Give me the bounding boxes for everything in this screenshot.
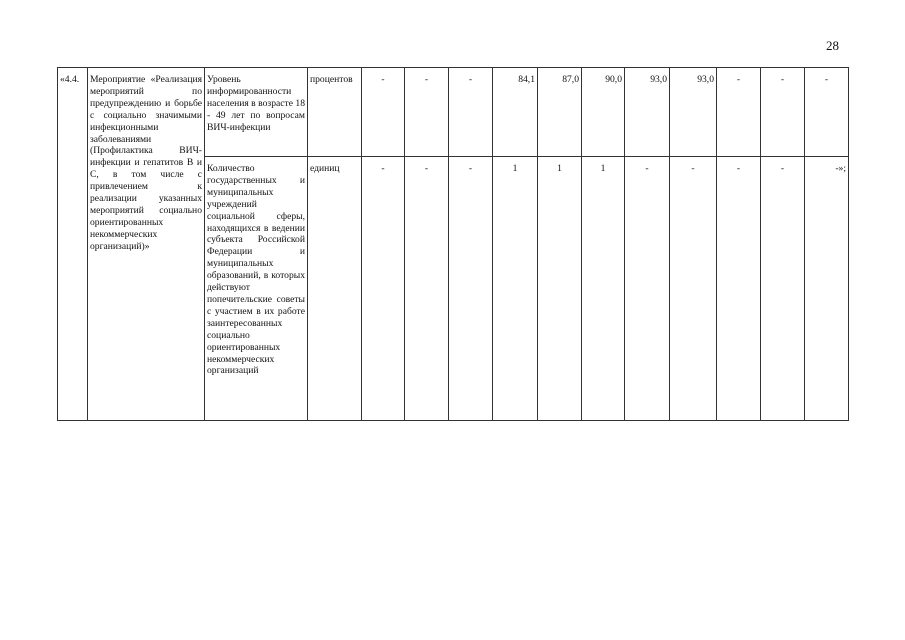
value-cell: - bbox=[805, 68, 849, 157]
value-cell: - bbox=[717, 68, 761, 157]
value-cell: - bbox=[761, 157, 805, 421]
indicator-cell: Уровень информированности населения в возрасте 18 - 49 лет по вопросам ВИЧ-инфекции bbox=[205, 68, 308, 157]
value-cell: 93,0 bbox=[670, 68, 717, 157]
value-cell: - bbox=[405, 157, 449, 421]
activity-cell: Мероприятие «Реализация мероприятий по предупреждению и борьбе с социально значимыми инфекционными заболеваниями (Профилактика ВИЧ-инфекции и гепатитов В и С, в том числе с привлечением к реализации указанных мероприятий социально ориентированных некоммерческих организаций)» bbox=[88, 68, 205, 421]
value-cell: 84,1 bbox=[493, 68, 538, 157]
value-cell: 87,0 bbox=[538, 68, 582, 157]
value-cell: 93,0 bbox=[625, 68, 670, 157]
unit-cell: процентов bbox=[308, 68, 362, 157]
value-cell: - bbox=[362, 157, 405, 421]
value-cell: - bbox=[670, 157, 717, 421]
unit-cell: единиц bbox=[308, 157, 362, 421]
page-number: 28 bbox=[826, 38, 839, 53]
value-cell: - bbox=[717, 157, 761, 421]
value-cell: 1 bbox=[538, 157, 582, 421]
value-cell: - bbox=[449, 68, 493, 157]
value-cell: - bbox=[625, 157, 670, 421]
value-cell: -»; bbox=[805, 157, 849, 421]
value-cell: - bbox=[362, 68, 405, 157]
value-cell: - bbox=[405, 68, 449, 157]
value-cell: 1 bbox=[493, 157, 538, 421]
indicators-table bbox=[57, 67, 849, 421]
table-row bbox=[58, 68, 849, 157]
indicator-cell: Количество государственных и муниципальных учреждений социальной сферы, находящихся в ведении субъекта Российской Федерации и муниципальных образований, в которых действуют попечительские советы с участием в их работе заинтересованных социально ориентированных некоммерческих организаций bbox=[205, 157, 308, 421]
value-cell: 90,0 bbox=[582, 68, 625, 157]
value-cell: 1 bbox=[582, 157, 625, 421]
value-cell: - bbox=[449, 157, 493, 421]
item-number-cell: «4.4. bbox=[58, 68, 88, 421]
value-cell: - bbox=[761, 68, 805, 157]
